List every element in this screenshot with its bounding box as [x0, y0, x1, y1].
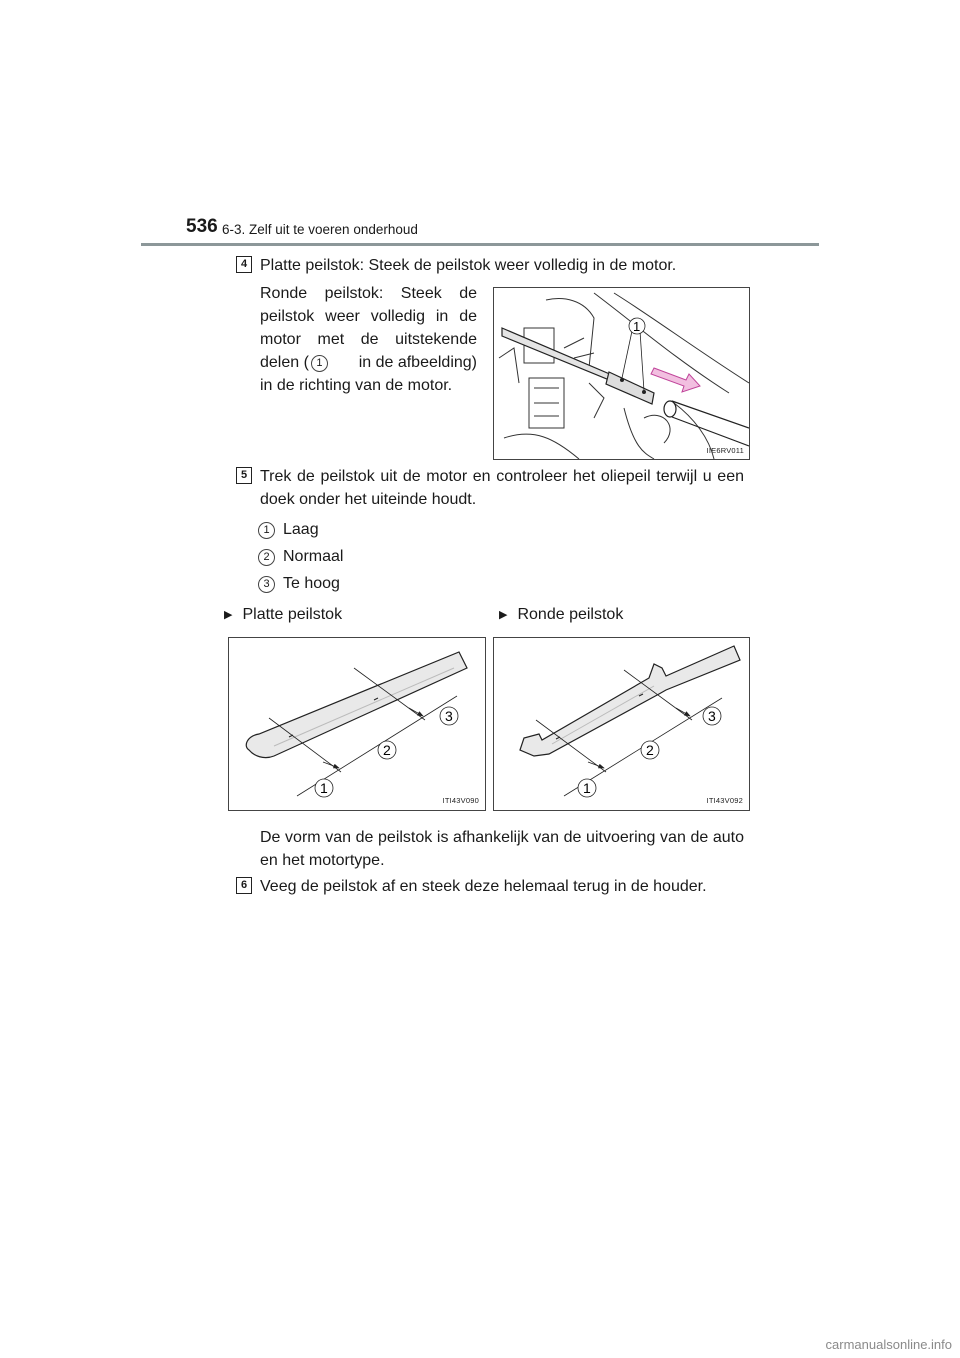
step-badge-4: 4 [236, 256, 252, 273]
engine-illustration [494, 288, 749, 459]
triangle-bullet-icon: ▶ [224, 609, 233, 621]
figure-flat-dipstick [228, 637, 486, 811]
callout-label: 2 [646, 742, 654, 758]
callout-label: 3 [708, 708, 716, 724]
callout-label: 1 [583, 780, 591, 796]
step4-round-line: in de richting van de motor. [260, 377, 453, 394]
round-dipstick-illustration [494, 638, 749, 810]
step4-round-line4: delen ( 1 [260, 351, 330, 374]
flat-dipstick-heading: ▶ Platte peilstok [224, 606, 343, 623]
legend-item-low: 1 Laag [256, 520, 319, 540]
watermark: carmanualsonline.info [825, 1337, 952, 1352]
step-badge-5: 5 [236, 467, 252, 484]
round-dipstick-heading: ▶ Ronde peilstok [499, 606, 624, 623]
callout-number: 2 [258, 549, 275, 566]
callout-number: 1 [311, 355, 328, 372]
figure-dipstick-insertion [493, 287, 750, 460]
callout-label: 1 [320, 780, 328, 796]
step4-round-line: peilstok weer volledig in de [260, 308, 477, 325]
callout-number: 3 [258, 576, 275, 593]
step6-text: Veeg de peilstok af en steek deze helemaal terug in de houder. [260, 878, 707, 895]
callout-label: 3 [445, 708, 453, 724]
step4-round-line: delen ( 1 in de afbeelding) [260, 351, 477, 374]
legend-item-high: 3 Te hoog [256, 574, 340, 594]
figure-code: IIE6RV011 [706, 446, 744, 455]
page-number: 536 [186, 216, 218, 237]
section-title: 6-3. Zelf uit te voeren onderhoud [222, 222, 418, 237]
triangle-bullet-icon: ▶ [499, 609, 508, 621]
legend-item-normal: 2 Normaal [256, 547, 343, 567]
step-badge-6: 6 [236, 877, 252, 894]
callout-label: 2 [383, 742, 391, 758]
step4-round-line: Ronde peilstok: Steek de [260, 285, 477, 302]
figure-code: ITI43V090 [442, 796, 479, 805]
figure-code: ITI43V092 [706, 796, 743, 805]
header-divider [141, 243, 819, 246]
dipstick-note: De vorm van de peilstok is afhankelijk van de uitvoering van de auto en het motortype. [260, 829, 744, 869]
step4-round-text [260, 282, 477, 397]
callout-label: 1 [633, 319, 641, 334]
step4-flat-text: Platte peilstok: Steek de peilstok weer volledig in de motor. [260, 257, 677, 274]
step4-round-line: motor met de uitstekende [260, 331, 477, 348]
figure-round-dipstick [493, 637, 750, 811]
flat-dipstick-illustration [229, 638, 485, 810]
step5-text: Trek de peilstok uit de motor en controleer het oliepeil terwijl u een doek onder het uiteinde houdt. [260, 468, 744, 508]
callout-number: 1 [258, 522, 275, 539]
